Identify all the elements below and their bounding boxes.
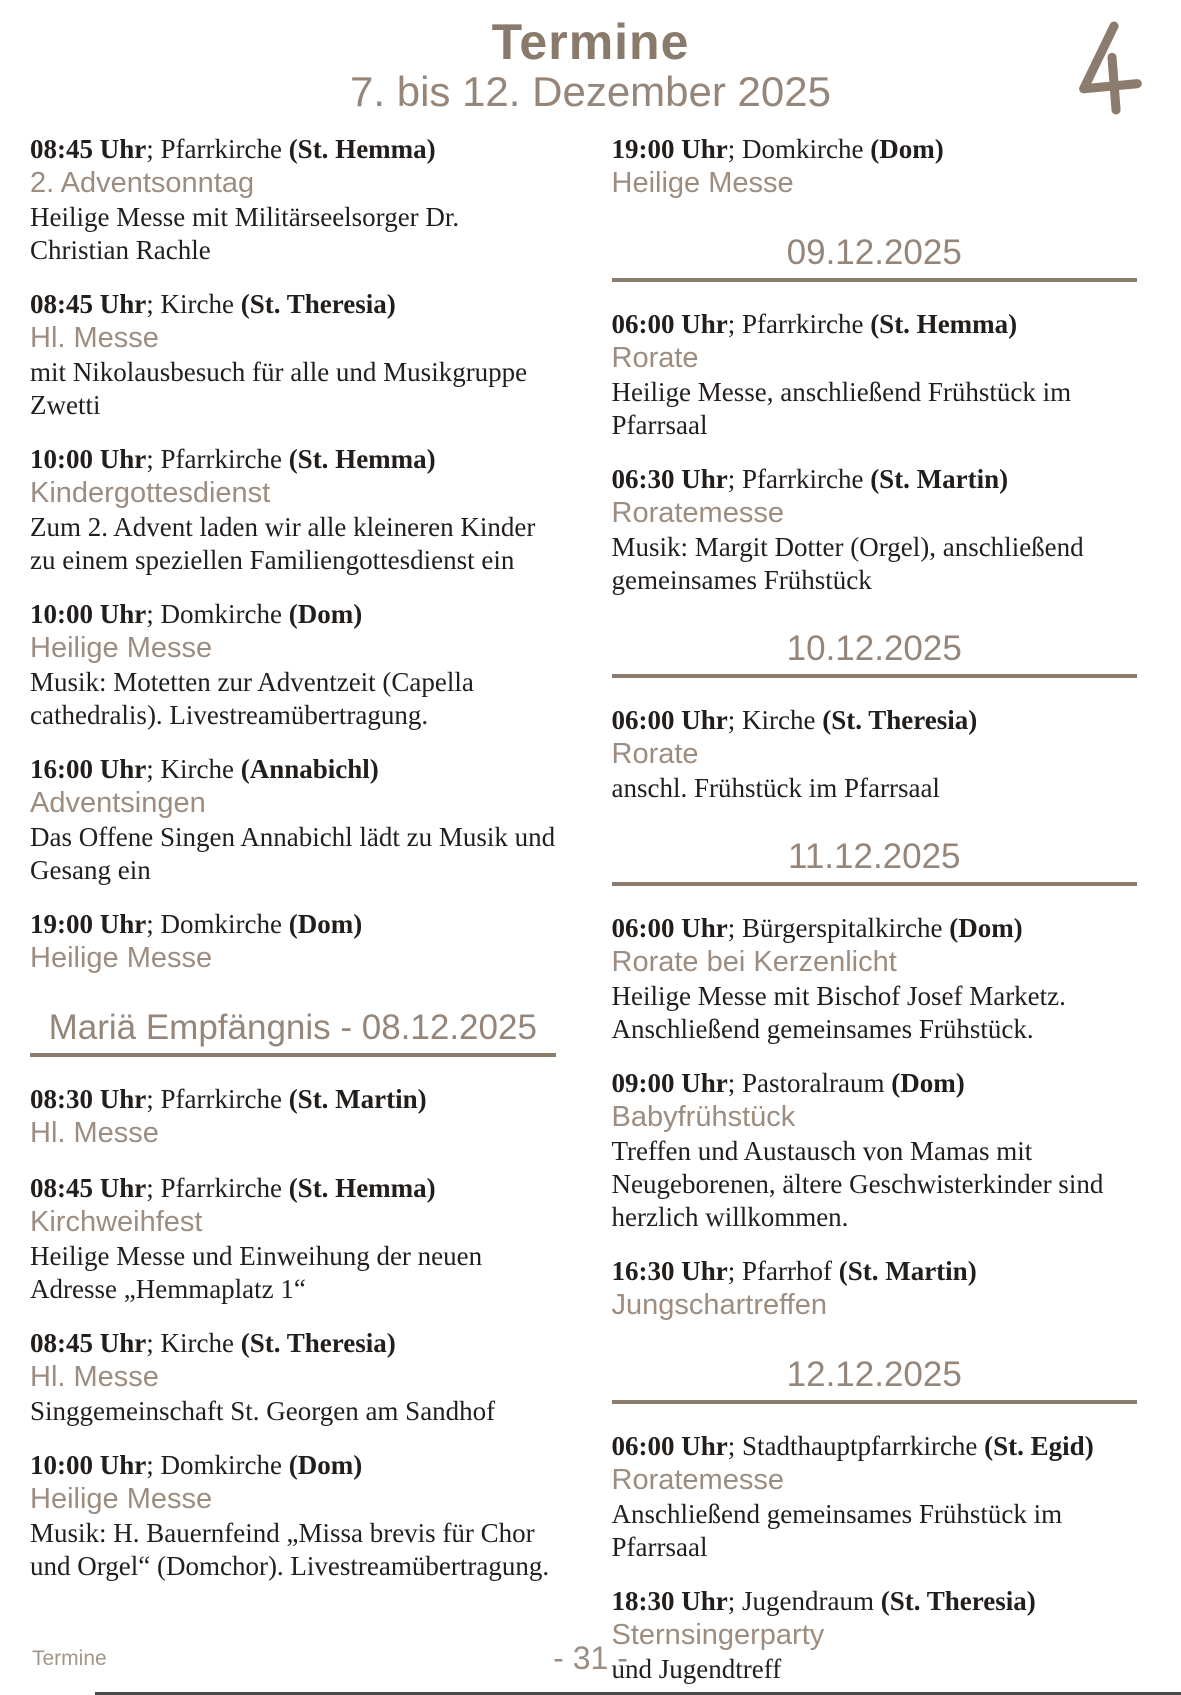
event-place: (St. Martin) (288, 1083, 427, 1114)
event-place: (Dom) (891, 1067, 965, 1098)
section-rule (612, 1400, 1138, 1404)
event-head: 10:00 Uhr; Pfarrkirche (St. Hemma) (30, 443, 436, 474)
event-title: Sternsingerparty (611, 1618, 825, 1651)
section-rule (612, 278, 1138, 282)
event-place: (St. Martin) (870, 463, 1009, 494)
event-head: 08:45 Uhr; Pfarrkirche (St. Hemma) (30, 133, 436, 164)
event-description: Musik: Motetten zur Adventzeit (Capella cathedralis). Livestreamübertragung. (30, 666, 474, 730)
event-title: Rorate (611, 341, 699, 374)
event-head: 08:45 Uhr; Kirche (St. Theresia) (30, 1327, 396, 1358)
event-description: Anschließend gemeinsames Frühstück im Pfarrsaal (611, 1498, 1063, 1562)
event-place: (St. Hemma) (288, 1172, 436, 1203)
event-head: 09:00 Uhr; Pastoralraum (Dom) (611, 1067, 965, 1098)
event-head: 06:30 Uhr; Pfarrkirche (St. Martin) (611, 463, 1009, 494)
section-header (612, 1355, 1138, 1404)
event-title: Roratemesse (611, 496, 784, 529)
event-block (30, 133, 556, 267)
event-place: (St. Theresia) (880, 1585, 1036, 1616)
left-column (30, 133, 556, 1604)
event-place: (St. Theresia) (240, 288, 396, 319)
event-time: 06:00 Uhr (611, 704, 728, 735)
event-title: Roratemesse (611, 1463, 784, 1496)
event-place: (Annabichl) (240, 753, 379, 784)
event-block (612, 1255, 1138, 1323)
event-block (612, 308, 1138, 442)
section-header (612, 629, 1138, 678)
section-date-label: 09.12.2025 (786, 232, 962, 272)
event-time: 16:30 Uhr (611, 1255, 728, 1286)
event-title: Rorate bei Kerzenlicht (611, 945, 897, 978)
event-time: 06:00 Uhr (611, 308, 728, 339)
event-title: Babyfrühstück (611, 1100, 796, 1133)
event-block (612, 912, 1138, 1046)
event-time: 06:30 Uhr (611, 463, 728, 494)
event-block (30, 288, 556, 422)
event-title: Heilige Messe (30, 631, 213, 664)
event-description: Musik: Margit Dotter (Orgel), anschließend gemeinsames Frühstück (611, 531, 1084, 595)
event-block (30, 598, 556, 732)
event-description: Das Offene Singen Annabichl lädt zu Musik und Gesang ein (30, 821, 556, 885)
event-time: 08:45 Uhr (30, 1327, 147, 1358)
event-title: Jungschartreffen (611, 1288, 827, 1321)
event-head: 19:00 Uhr; Domkirche (Dom) (30, 908, 363, 939)
section-date-label: 10.12.2025 (786, 628, 962, 668)
event-head: 16:30 Uhr; Pfarrhof (St. Martin) (611, 1255, 977, 1286)
event-block (30, 1449, 556, 1583)
event-time: 08:45 Uhr (30, 288, 147, 319)
section-date-label: 12.12.2025 (786, 1354, 962, 1394)
page-number: - 31 - (553, 1640, 628, 1676)
event-title: Kindergottesdienst (30, 476, 271, 509)
event-place: (Dom) (870, 133, 944, 164)
event-head: 08:45 Uhr; Pfarrkirche (St. Hemma) (30, 1172, 436, 1203)
event-block (612, 1067, 1138, 1234)
event-title: Heilige Messe (30, 1482, 213, 1515)
event-place: (St. Hemma) (870, 308, 1018, 339)
event-block (30, 443, 556, 577)
event-block (30, 753, 556, 887)
event-head: 10:00 Uhr; Domkirche (Dom) (30, 598, 363, 629)
footer-section-label: Termine (32, 1647, 107, 1670)
event-head: 18:30 Uhr; Jugendraum (St. Theresia) (611, 1585, 1036, 1616)
four-cross-logo-icon (1075, 20, 1147, 116)
event-time: 10:00 Uhr (30, 443, 147, 474)
event-head: 16:00 Uhr; Kirche (Annabichl) (30, 753, 379, 784)
event-time: 08:45 Uhr (30, 133, 147, 164)
event-time: 09:00 Uhr (611, 1067, 728, 1098)
event-time: 08:30 Uhr (30, 1083, 147, 1114)
event-title: Hl. Messe (30, 321, 159, 354)
section-header (30, 1008, 556, 1057)
event-title: Hl. Messe (30, 1116, 159, 1149)
event-title: Hl. Messe (30, 1360, 159, 1393)
event-description: Treffen und Austausch von Mamas mit Neugeborenen, ältere Geschwisterkinder sind herzlich willkommen. (611, 1135, 1104, 1232)
event-block (612, 1430, 1138, 1564)
event-time: 10:00 Uhr (30, 598, 147, 629)
event-place: (Dom) (288, 1449, 363, 1480)
event-title: Adventsingen (30, 786, 206, 819)
event-place: (St. Egid) (984, 1430, 1094, 1461)
section-rule (612, 882, 1138, 886)
event-title: Heilige Messe (611, 166, 794, 199)
event-place: (Dom) (949, 912, 1023, 943)
event-place: (Dom) (288, 908, 363, 939)
event-head: 06:00 Uhr; Pfarrkirche (St. Hemma) (611, 308, 1018, 339)
event-place: (St. Hemma) (288, 443, 436, 474)
event-description: und Jugendtreff (611, 1653, 782, 1684)
event-time: 16:00 Uhr (30, 753, 147, 784)
event-head: 08:45 Uhr; Kirche (St. Theresia) (30, 288, 396, 319)
event-block (612, 463, 1138, 597)
section-rule (30, 1053, 556, 1057)
event-description: Heilige Messe, anschließend Frühstück im Pfarrsaal (611, 376, 1072, 440)
event-block (30, 1172, 556, 1306)
event-description: Heilige Messe mit Militärseelsorger Dr. Christian Rachle (30, 201, 460, 265)
event-time: 06:00 Uhr (611, 912, 728, 943)
event-columns (0, 115, 1181, 1695)
event-description: Zum 2. Advent laden wir alle kleineren Kinder zu einem speziellen Familiengottesdienst ein (30, 511, 536, 575)
event-description: Musik: H. Bauernfeind „Missa brevis für Chor und Orgel“ (Domchor). Livestreamübertragung. (30, 1517, 550, 1581)
event-head: 06:00 Uhr; Stadthauptpfarrkirche (St. Egid) (611, 1430, 1094, 1461)
event-time: 19:00 Uhr (611, 133, 728, 164)
section-header (612, 233, 1138, 282)
event-place: (Dom) (288, 598, 363, 629)
page-title: Termine (491, 14, 690, 70)
event-title: Heilige Messe (30, 941, 213, 974)
event-title: 2. Adventsonntag (30, 166, 255, 199)
section-date-label: 11.12.2025 (787, 836, 961, 876)
event-time: 10:00 Uhr (30, 1449, 147, 1480)
event-block (30, 908, 556, 976)
event-place: (St. Hemma) (288, 133, 436, 164)
event-description: anschl. Frühstück im Pfarrsaal (611, 772, 940, 803)
event-place: (St. Theresia) (240, 1327, 396, 1358)
section-date-label: Mariä Empfängnis - 08.12.2025 (48, 1007, 537, 1047)
right-column (612, 133, 1138, 1695)
event-description: Heilige Messe mit Bischof Josef Marketz. Anschließend gemeinsames Frühstück. (611, 980, 1066, 1044)
event-time: 08:45 Uhr (30, 1172, 147, 1203)
event-title: Kirchweihfest (30, 1205, 203, 1238)
section-header (612, 837, 1138, 886)
event-description: mit Nikolausbesuch für alle und Musikgruppe Zwetti (30, 356, 528, 420)
event-place: (St. Theresia) (822, 704, 978, 735)
event-block (612, 133, 1138, 201)
event-place: (St. Martin) (838, 1255, 977, 1286)
event-block (30, 1327, 556, 1428)
section-rule (612, 674, 1138, 678)
event-title: Rorate (611, 737, 699, 770)
page-header (0, 0, 1181, 115)
event-block (612, 704, 1138, 805)
event-head: 08:30 Uhr; Pfarrkirche (St. Martin) (30, 1083, 427, 1114)
event-time: 18:30 Uhr (611, 1585, 728, 1616)
event-block (30, 1083, 556, 1151)
page-subtitle: 7. bis 12. Dezember 2025 (350, 67, 831, 115)
event-head: 06:00 Uhr; Bürgerspitalkirche (Dom) (611, 912, 1023, 943)
event-head: 19:00 Uhr; Domkirche (Dom) (611, 133, 944, 164)
event-description: Heilige Messe und Einweihung der neuen Adresse „Hemmaplatz 1“ (30, 1240, 483, 1304)
event-time: 19:00 Uhr (30, 908, 147, 939)
event-head: 06:00 Uhr; Kirche (St. Theresia) (611, 704, 978, 735)
event-head: 10:00 Uhr; Domkirche (Dom) (30, 1449, 363, 1480)
event-time: 06:00 Uhr (611, 1430, 728, 1461)
event-description: Singgemeinschaft St. Georgen am Sandhof (30, 1395, 496, 1426)
